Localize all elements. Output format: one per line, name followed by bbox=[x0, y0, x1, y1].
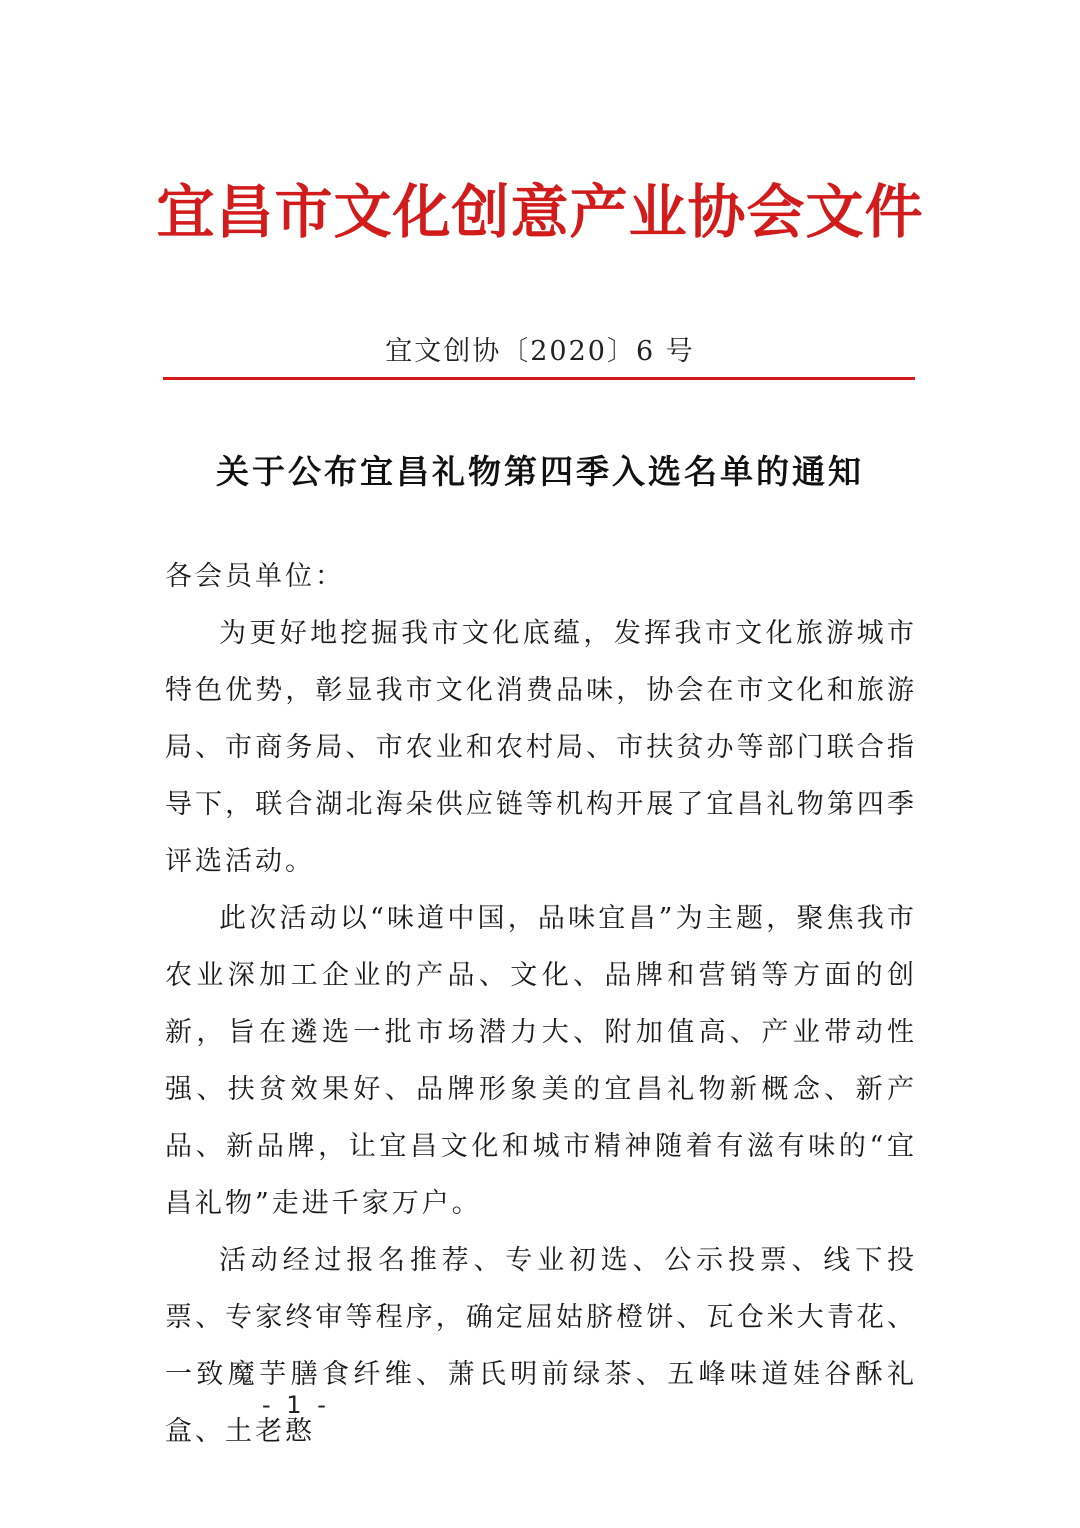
page-number: - 1 - bbox=[262, 1391, 330, 1419]
red-divider-line bbox=[163, 377, 915, 380]
body-paragraph-1: 为更好地挖掘我市文化底蕴，发挥我市文化旅游城市特色优势，彰显我市文化消费品味，协会在市文化和旅游局、市商务局、市农业和农村局、市扶贫办等部门联合指导下，联合湖北海朵供应链等机构开展了宜昌礼物第四季评选活动。 bbox=[165, 618, 917, 877]
body-paragraph-2: 此次活动以“味道中国，品味宜昌”为主题，聚焦我市农业深加工企业的产品、文化、品牌和营销等方面的创新，旨在遴选一批市场潜力大、附加值高、产业带动性强、扶贫效果好、品牌形象美的宜昌礼物新概念、新产品、新品牌，让宜昌文化和城市精神随着有滋有味的“宜昌礼物”走进千家万户。 bbox=[165, 903, 917, 1219]
notice-body bbox=[165, 548, 917, 1460]
document-masthead: 宜昌市文化创意产业协会文件 bbox=[156, 178, 924, 246]
document-number: 宜文创协〔2020〕6 号 bbox=[385, 336, 695, 367]
body-paragraph-3: 活动经过报名推荐、专业初选、公示投票、线下投票、专家终审等程序，确定屈姑脐橙饼、瓦仓米大青花、一致魔芋膳食纤维、萧氏明前绿茶、五峰味道娃谷酥礼盒、土老憨 bbox=[165, 1245, 917, 1447]
notice-title: 关于公布宜昌礼物第四季入选名单的通知 bbox=[216, 452, 864, 491]
salutation: 各会员单位： bbox=[165, 561, 345, 592]
